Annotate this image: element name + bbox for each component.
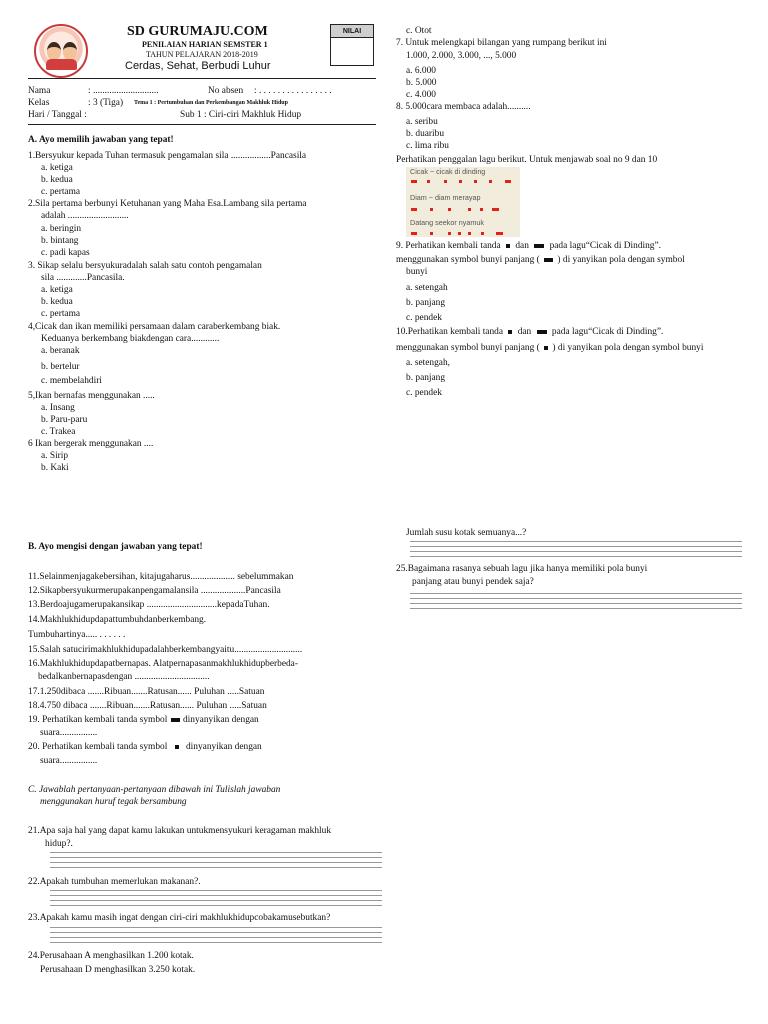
song-line: Cicak ~ cicak di dinding bbox=[410, 167, 486, 176]
question-line: 2.Sila pertama berbunyi Ketuhanan yang Maha Esa.Lambang sila pertama bbox=[28, 199, 307, 209]
question-line: 18.4.750 dibaca .......Ribuan.......Ratusan...... Puluhan .....Satuan bbox=[28, 701, 267, 711]
q10-text-c: pada lagu“Cicak di Dinding”. bbox=[551, 327, 664, 337]
long-note-symbol bbox=[544, 258, 553, 262]
option-line[interactable]: a. beranak bbox=[41, 346, 80, 356]
q9-text-d: menggunakan symbol bunyi panjang ( bbox=[396, 255, 540, 265]
question-10-line-2 bbox=[396, 343, 703, 354]
rhythm-mark bbox=[496, 232, 503, 235]
question-line: 6 Ikan bergerak menggunakan .... bbox=[28, 439, 154, 449]
question-25: 25.Bagaimana rasanya sebuah lagu jika hanya memiliki pola bunyi bbox=[396, 564, 648, 574]
rhythm-mark bbox=[492, 208, 499, 211]
rhythm-mark bbox=[448, 232, 451, 235]
rhythm-mark bbox=[481, 232, 484, 235]
q9-text-b: dan bbox=[515, 241, 529, 251]
option-line[interactable]: b. Paru-paru bbox=[41, 415, 88, 425]
q10-text-e: ) di yanyikan pola dengan symbol bunyi bbox=[552, 343, 704, 353]
rhythm-mark bbox=[459, 180, 462, 183]
question-24-line-3: Jumlah susu kotak semuanya...? bbox=[406, 528, 527, 538]
q10-text-b: dan bbox=[517, 327, 532, 337]
section-a-title: A. Ayo memilih jawaban yang tepat! bbox=[28, 135, 174, 145]
option-line[interactable]: c. Trakea bbox=[41, 427, 76, 437]
rhythm-mark bbox=[411, 180, 417, 183]
answer-line[interactable] bbox=[410, 603, 742, 604]
question-line: 16.Makhlukhidupdapatbernapas. Alatpernapasanmakhlukhidupberbeda- bbox=[28, 659, 298, 669]
option-line[interactable]: b. panjang bbox=[406, 373, 446, 383]
short-note-symbol bbox=[175, 745, 179, 749]
number-sequence: 1.000, 2.000, 3.000, ..., 5.000 bbox=[406, 51, 517, 61]
kelas-value: : 3 (Tiga) bbox=[88, 98, 124, 108]
rhythm-mark bbox=[474, 180, 477, 183]
answer-line[interactable] bbox=[50, 895, 382, 896]
question-line: 8. 5.000cara membaca adalah.......... bbox=[396, 102, 531, 112]
question-line: 1.Bersyukur kepada Tuhan termasuk pengamalan sila .................Pancasila bbox=[28, 151, 307, 161]
answer-line[interactable] bbox=[410, 608, 742, 609]
answer-line[interactable] bbox=[50, 852, 382, 853]
question-line: bedalkanbernapasdengan ................................ bbox=[38, 672, 210, 682]
rhythm-mark bbox=[468, 208, 471, 211]
question-line: adalah .......................... bbox=[41, 211, 129, 221]
song-line: Diam ~ diam merayap bbox=[410, 193, 481, 202]
student-face-right bbox=[63, 42, 77, 60]
option-line[interactable]: a. ketiga bbox=[41, 163, 73, 173]
answer-line[interactable] bbox=[50, 890, 382, 891]
exam-title: PENILAIAN HARIAN SEMSTER 1 bbox=[142, 40, 268, 49]
rhythm-mark bbox=[411, 232, 417, 235]
option-line[interactable]: b. panjang bbox=[406, 298, 446, 308]
q10-text-a: 10.Perhatikan kembali tanda bbox=[396, 327, 503, 337]
question-22: 22.Apakah tumbuhan memerlukan makanan?. bbox=[28, 877, 201, 887]
rhythm-mark bbox=[458, 232, 461, 235]
instruction-line: Perhatikan penggalan lagu berikut. Untuk menjawab soal no 9 dan 10 bbox=[396, 155, 658, 165]
answer-line[interactable] bbox=[410, 551, 742, 552]
rhythm-mark bbox=[505, 180, 511, 183]
nama-label: Nama bbox=[28, 86, 51, 96]
short-note-symbol bbox=[508, 330, 512, 334]
question-line: 17.1.250dibaca .......Ribuan.......Ratusan...... Puluhan .....Satuan bbox=[28, 687, 265, 697]
option-line[interactable]: c. membelahdiri bbox=[41, 376, 102, 386]
option-line[interactable]: c. pertama bbox=[41, 309, 81, 319]
score-box[interactable] bbox=[330, 24, 374, 66]
absen-label: No absen bbox=[208, 86, 244, 96]
q20-text-b: dinyanyikan dengan bbox=[185, 742, 262, 752]
rhythm-mark bbox=[430, 208, 433, 211]
tema-label: Tema 1 : Pertumbuhan dan Perkembangan Makhluk Hidup bbox=[134, 100, 288, 106]
q9-text-c: pada lagu“Cicak di Dinding”. bbox=[549, 241, 662, 251]
answer-line[interactable] bbox=[50, 905, 382, 906]
q20-text-a: 20. Perhatikan kembali tanda symbol bbox=[28, 742, 168, 752]
question-19 bbox=[28, 715, 259, 726]
rhythm-mark bbox=[468, 232, 471, 235]
option-line[interactable]: c. 4.000 bbox=[406, 90, 436, 100]
rhythm-mark bbox=[448, 208, 451, 211]
question-line: 11.Selainmenjagakebersihan, kitajugaharus................... sebelummakan bbox=[28, 572, 294, 582]
question-10 bbox=[396, 327, 663, 338]
option-line[interactable]: a. setengah, bbox=[406, 358, 450, 368]
rhythm-mark bbox=[427, 180, 430, 183]
option-line[interactable]: a. ketiga bbox=[41, 285, 73, 295]
q19-text-a: 19. Perhatikan kembali tanda symbol bbox=[28, 715, 168, 725]
nama-field[interactable]: : ............................ bbox=[88, 86, 159, 96]
question-line: sila .............Pancasila. bbox=[41, 273, 125, 283]
q19-text-b: dinyanyikan dengan bbox=[182, 715, 259, 725]
kelas-label: Kelas bbox=[28, 98, 50, 108]
question-line: 12.Sikapbersyukurmerupakanpengamalansila ...................Pancasila bbox=[28, 586, 281, 596]
question-line: 14.Makhlukhidupdapattumbuhdanberkembang. bbox=[28, 615, 207, 625]
question-line: 13.Berdoajugamerupakansikap ..............................kepadaTuhan. bbox=[28, 600, 270, 610]
option-line[interactable]: a. Sirip bbox=[41, 451, 69, 461]
question-line: 7. Untuk melengkapi bilangan yang rumpang berikut ini bbox=[396, 38, 607, 48]
option-line[interactable]: c. pendek bbox=[406, 388, 442, 398]
rhythm-mark bbox=[489, 180, 492, 183]
school-year: TAHUN PELAJARAN 2018-2019 bbox=[146, 50, 258, 59]
question-line: 3. Sikap selalu bersyukuradalah salah satu contoh pengamalan bbox=[28, 261, 262, 271]
option-line[interactable]: c. pertama bbox=[41, 187, 81, 197]
absen-field[interactable]: : . . . . . . . . . . . . . . . . bbox=[254, 86, 332, 96]
q9-text-a: 9. Perhatikan kembali tanda bbox=[396, 241, 501, 251]
long-note-symbol bbox=[171, 718, 180, 722]
question-20-line-2: suara................ bbox=[40, 756, 98, 766]
answer-line[interactable] bbox=[410, 556, 742, 557]
song-line: Datang seekor nyamuk bbox=[410, 218, 484, 227]
option-line[interactable]: c. Otot bbox=[406, 26, 432, 36]
answer-line[interactable] bbox=[50, 867, 382, 868]
option-line[interactable]: b. Kaki bbox=[41, 463, 69, 473]
option-line[interactable]: c. pendek bbox=[406, 313, 442, 323]
song-rhythm-image bbox=[406, 167, 520, 237]
answer-line[interactable] bbox=[410, 593, 742, 594]
section-b-title: B. Ayo mengisi dengan jawaban yang tepat! bbox=[28, 542, 203, 552]
question-line: Tumbuhartinya..... . . . . . . bbox=[28, 630, 126, 640]
question-23: 23.Apakah kamu masih ingat dengan ciri-ciri makhlukhidupcobakamusebutkan? bbox=[28, 913, 331, 923]
option-line[interactable]: a. beringin bbox=[41, 224, 82, 234]
option-line[interactable]: a. Insang bbox=[41, 403, 75, 413]
rhythm-mark bbox=[430, 232, 433, 235]
school-logo bbox=[34, 24, 88, 78]
short-note-symbol bbox=[506, 244, 510, 248]
question-19-line-2: suara................ bbox=[40, 728, 98, 738]
long-note-symbol bbox=[534, 244, 544, 248]
question-21: 21.Apa saja hal yang dapat kamu lakukan untukmensyukuri keragaman makhluk bbox=[28, 826, 332, 836]
question-line: Keduanya berkembang biakdengan cara............ bbox=[41, 334, 220, 344]
question-21-line-2: hidup?. bbox=[45, 839, 73, 849]
short-note-symbol bbox=[544, 346, 548, 350]
question-24-line-2: Perusahaan D menghasilkan 3.250 kotak. bbox=[40, 965, 196, 975]
question-20 bbox=[28, 742, 262, 753]
option-line[interactable]: b. kedua bbox=[41, 297, 73, 307]
question-9 bbox=[396, 241, 661, 252]
score-label: NILAI bbox=[331, 25, 373, 38]
option-line[interactable]: a. seribu bbox=[406, 117, 438, 127]
question-9-line-3: bunyi bbox=[406, 267, 428, 277]
rhythm-mark bbox=[444, 180, 447, 183]
option-line[interactable]: a. setengah bbox=[406, 283, 448, 293]
option-line[interactable]: b. kedua bbox=[41, 175, 73, 185]
question-9-line-2 bbox=[396, 255, 685, 266]
sub-label: Sub 1 : Ciri-ciri Makhluk Hidup bbox=[180, 110, 302, 120]
answer-line[interactable] bbox=[50, 862, 382, 863]
question-line: 4,Cicak dan ikan memiliki persamaan dalam caraberkembang biak. bbox=[28, 322, 281, 332]
identity-divider bbox=[28, 124, 376, 125]
q9-text-e: ) di yanyikan pola dengan symbol bbox=[557, 255, 685, 265]
answer-line[interactable] bbox=[50, 900, 382, 901]
long-note-symbol bbox=[537, 330, 547, 334]
answer-line[interactable] bbox=[410, 598, 742, 599]
answer-line[interactable] bbox=[50, 932, 382, 933]
option-line[interactable]: b. bintang bbox=[41, 236, 79, 246]
hari-tanggal-label: Hari / Tanggal : bbox=[28, 110, 87, 120]
question-line: 15.Salah satucirimakhlukhidupadalahberkembangyaitu............................. bbox=[28, 645, 303, 655]
option-line[interactable]: b. 5.000 bbox=[406, 78, 437, 88]
answer-line[interactable] bbox=[50, 927, 382, 928]
section-c-title: C. Jawablah pertanyaan-pertanyaan dibawah ini Tulislah jawaban bbox=[28, 785, 281, 795]
answer-line[interactable] bbox=[50, 857, 382, 858]
q10-text-d: menggunakan symbol bunyi panjang ( bbox=[396, 343, 540, 353]
student-bodies bbox=[46, 59, 77, 70]
answer-line[interactable] bbox=[50, 942, 382, 943]
question-24: 24.Perusahaan A menghasilkan 1.200 kotak. bbox=[28, 951, 194, 961]
answer-line[interactable] bbox=[410, 546, 742, 547]
school-motto: Cerdas, Sehat, Berbudi Luhur bbox=[125, 60, 271, 72]
option-line[interactable]: c. lima ribu bbox=[406, 141, 449, 151]
rhythm-mark bbox=[411, 208, 417, 211]
question-line: 5,Ikan bernafas menggunakan ..... bbox=[28, 391, 155, 401]
option-line[interactable]: b. duaribu bbox=[406, 129, 445, 139]
student-face-left bbox=[47, 42, 61, 60]
question-25-line-2: panjang atau bunyi pendek saja? bbox=[412, 577, 534, 587]
school-name: SD GURUMAJU.COM bbox=[127, 24, 268, 39]
section-c-subtitle: menggunakan huruf tegak bersambung bbox=[40, 797, 187, 807]
answer-line[interactable] bbox=[50, 937, 382, 938]
option-line[interactable]: a. 6.000 bbox=[406, 66, 436, 76]
header-divider bbox=[28, 78, 376, 79]
option-line[interactable]: c. padi kapas bbox=[41, 248, 90, 258]
answer-line[interactable] bbox=[410, 541, 742, 542]
rhythm-mark bbox=[480, 208, 483, 211]
option-line[interactable]: b. bertelur bbox=[41, 362, 80, 372]
